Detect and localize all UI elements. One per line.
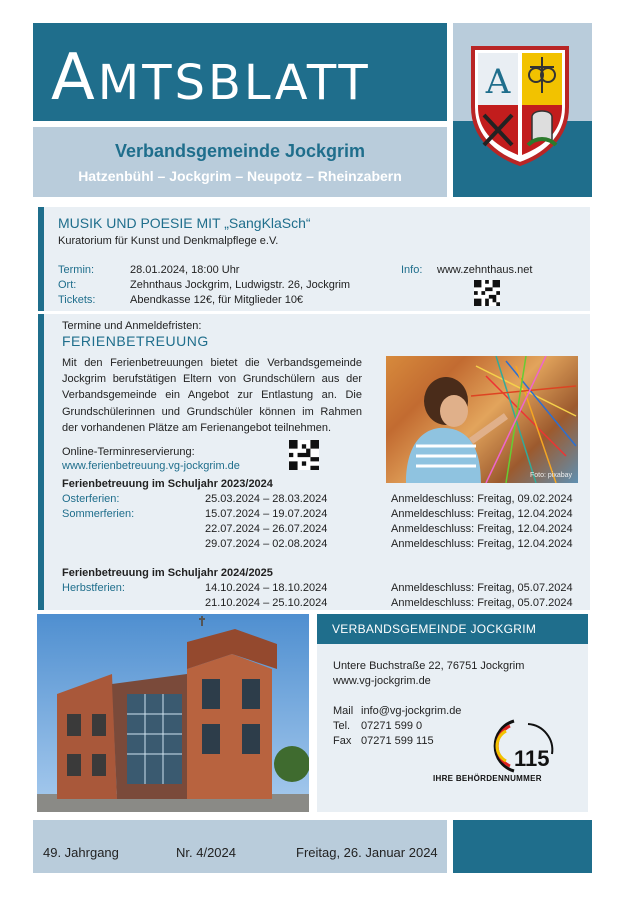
ferien-kicker: Termine und Anmeldefristen: bbox=[62, 320, 202, 332]
panel-accent-bar bbox=[38, 207, 44, 311]
qr-code-icon[interactable] bbox=[474, 280, 500, 306]
footer-date: Freitag, 26. Januar 2024 bbox=[296, 845, 438, 860]
event-termin-label: Termin: bbox=[58, 264, 95, 276]
coat-of-arms-icon bbox=[470, 45, 570, 167]
online-reservation-link[interactable]: www.ferienbetreuung.vg-jockgrim.de bbox=[62, 460, 240, 472]
photo-credit: Foto: pixabay bbox=[529, 472, 572, 479]
panel-accent-bar bbox=[38, 314, 44, 610]
child-crafting-illustration bbox=[386, 356, 578, 483]
holiday-name: Osterferien: bbox=[62, 493, 120, 505]
holiday-name: Sommerferien: bbox=[62, 508, 135, 520]
event-title: MUSIK UND POESIE MIT „SangKlaSch“ bbox=[58, 215, 311, 231]
contact-address: Untere Buchstraße 22, 76751 Jockgrim bbox=[333, 660, 525, 672]
holiday-deadline: Anmeldeschluss: Freitag, 12.04.2024 bbox=[391, 508, 573, 520]
contact-mail-link[interactable]: info@vg-jockgrim.de bbox=[361, 705, 462, 717]
contact-heading: VERBANDSGEMEINDE JOCKGRIM bbox=[317, 614, 588, 644]
ferien-description: Mit den Ferienbetreuungen bietet die Verbandsgemeinde Jockgrim berufstätigen Eltern von Grundschülern aus der Verbandsgemeinde ein Angebot zur Entlastung an. Die Grundschülerinnen und Grundschüler können im Rahmen der vorhandenen Plätze am Ferienangebot teilnehmen. bbox=[62, 357, 362, 434]
footer-issue: Nr. 4/2024 bbox=[176, 845, 236, 860]
event-info-link[interactable]: www.zehnthaus.net bbox=[437, 264, 533, 276]
footer-volume: 49. Jahrgang bbox=[43, 845, 119, 860]
holiday-deadline: Anmeldeschluss: Freitag, 05.07.2024 bbox=[391, 582, 573, 594]
holiday-dates: 14.10.2024 – 18.10.2024 bbox=[205, 582, 328, 594]
holiday-dates: 15.07.2024 – 19.07.2024 bbox=[205, 508, 328, 520]
event-info-label: Info: bbox=[401, 264, 423, 276]
event-tickets-label: Tickets: bbox=[58, 294, 96, 306]
holiday-deadline: Anmeldeschluss: Freitag, 12.04.2024 bbox=[391, 523, 573, 535]
contact-mail-label: Mail bbox=[333, 705, 354, 717]
event-termin-value: 28.01.2024, 18:00 Uhr bbox=[130, 264, 240, 276]
holiday-deadline: Anmeldeschluss: Freitag, 12.04.2024 bbox=[391, 538, 573, 550]
holiday-dates: 25.03.2024 – 28.03.2024 bbox=[205, 493, 328, 505]
holiday-dates: 21.10.2024 – 25.10.2024 bbox=[205, 597, 328, 609]
svg-text:A: A bbox=[485, 62, 511, 102]
qr-code-icon[interactable] bbox=[289, 440, 319, 470]
badge-text: IHRE BEHÖRDENNUMMER bbox=[433, 774, 542, 783]
schoolyear-2024-heading: Ferienbetreuung im Schuljahr 2024/2025 bbox=[62, 567, 273, 579]
schoolyear-2023-heading: Ferienbetreuung im Schuljahr 2023/2024 bbox=[62, 478, 273, 490]
masthead-title-box bbox=[33, 23, 447, 121]
masthead-title: AMTSBLATT bbox=[51, 41, 371, 115]
town-list: Hatzenbühl – Jockgrim – Neupotz – Rheinzabern bbox=[78, 168, 402, 184]
town-hall-building-illustration bbox=[37, 614, 309, 812]
org-name: Verbandsgemeinde Jockgrim bbox=[114, 141, 366, 161]
child-photo bbox=[386, 356, 578, 483]
online-reservation-label: Online-Terminreservierung: bbox=[62, 446, 195, 458]
holiday-name: Herbstferien: bbox=[62, 582, 125, 594]
footer-accent bbox=[453, 820, 592, 873]
holiday-deadline: Anmeldeschluss: Freitag, 09.02.2024 bbox=[391, 493, 573, 505]
contact-fax-label: Fax bbox=[333, 735, 352, 747]
holiday-dates: 29.07.2024 – 02.08.2024 bbox=[205, 538, 328, 550]
holiday-deadline: Anmeldeschluss: Freitag, 05.07.2024 bbox=[391, 597, 573, 609]
contact-tel: 07271 599 0 bbox=[361, 720, 423, 732]
masthead-subtitle-box bbox=[33, 127, 447, 197]
town-hall-photo bbox=[37, 614, 309, 812]
event-organizer: Kuratorium für Kunst und Denkmalpflege e.V. bbox=[58, 235, 279, 247]
ferien-title: FERIENBETREUUNG bbox=[62, 333, 209, 349]
contact-web-link[interactable]: www.vg-jockgrim.de bbox=[333, 675, 431, 687]
contact-tel-label: Tel. bbox=[333, 720, 351, 732]
contact-fax: 07271 599 115 bbox=[361, 735, 434, 747]
event-tickets-value: Abendkasse 12€, für Mitglieder 10€ bbox=[130, 294, 304, 306]
event-ort-value: Zehnthaus Jockgrim, Ludwigstr. 26, Jockgrim bbox=[130, 279, 351, 291]
badge-number: 115 bbox=[514, 746, 550, 771]
holiday-dates: 22.07.2024 – 26.07.2024 bbox=[205, 523, 328, 535]
event-ort-label: Ort: bbox=[58, 279, 77, 291]
